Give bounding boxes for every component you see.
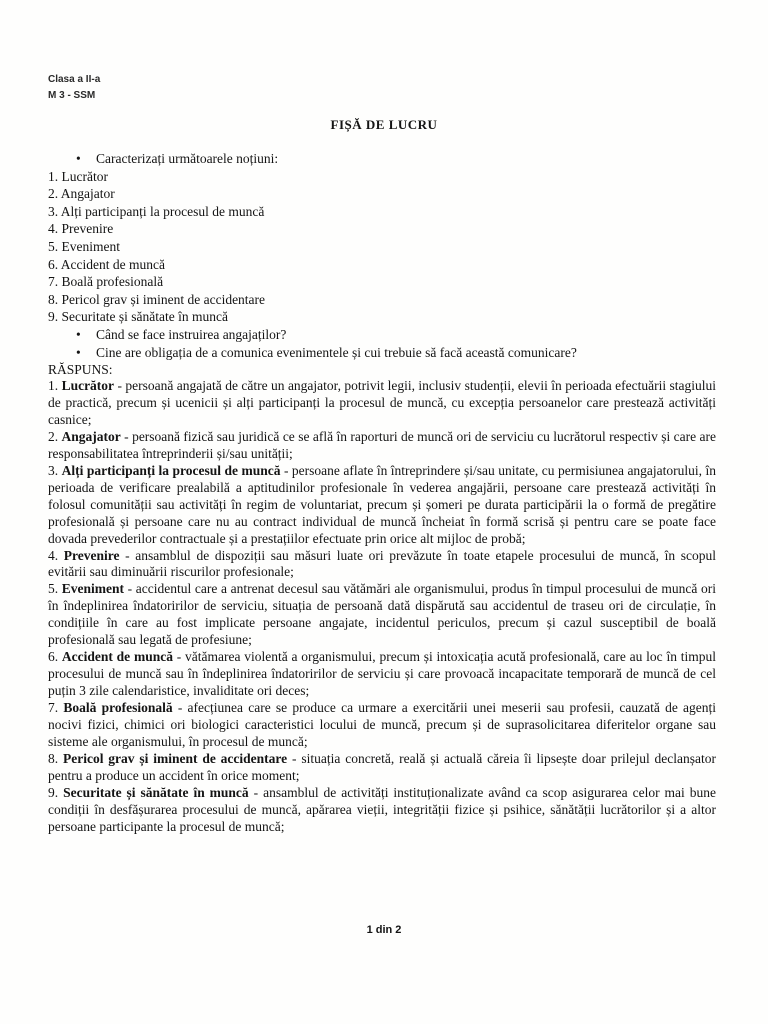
answer-number: 3. (48, 462, 59, 478)
answer-definition: - persoane aflate în întreprindere și/sau unitate, cu permisiunea angajatorului, în perioada de verificare prealabilă a aptitudinilor profesionale în vederea angajării, persoane care prestează activități în folosul comunității sau activități în regim de voluntariat, precum și șomeri pe durata participării la o formă de pregătire profesională și persoane care nu au contract individual de muncă încheiat în formă scrisă și pentru care se poate face dovada prevederilor contractuale și a prestațiilor efectuate prin orice alt mijloc de probă; (48, 462, 717, 546)
module-label: M 3 - SSM (48, 90, 96, 101)
answer-paragraph (48, 548, 716, 582)
notion-item: 8. Pericol grav și iminent de accidentare (48, 291, 266, 307)
class-label: Clasa a II-a (48, 74, 101, 85)
notion-item: 1. Lucrător (48, 168, 108, 184)
notion-item: 7. Boală profesională (48, 274, 164, 290)
questions-section (48, 150, 738, 379)
answers-heading: RĂSPUNS: (48, 362, 113, 378)
answer-number: 8. (48, 750, 59, 766)
answer-paragraph (48, 463, 716, 548)
answer-definition: - situația concretă, reală și actuală căreia îi lipsește doar prilejul declanșator pentru a produce un accident în orice moment; (48, 750, 717, 783)
answer-number: 9. (48, 784, 59, 800)
notion-item: 4. Prevenire (48, 221, 114, 237)
answer-paragraph (48, 751, 716, 785)
document-header (48, 72, 100, 104)
answer-definition: - persoană fizică sau juridică ce se află în raporturi de muncă ori de serviciu cu lucrătorul respectiv și care are responsabilitatea întreprinderii și/sau unității; (48, 428, 717, 461)
bullet-icon: • (76, 344, 81, 360)
answer-definition: - persoană angajată de către un angajator, potrivit legii, inclusiv studenții, elevii în perioada efectuării stagiului de practică, precum și ucenicii și alți participanți la procesul de muncă, cu excepția persoanelor care prestează activități casnice; (48, 378, 717, 427)
notion-item: 2. Angajator (48, 186, 115, 202)
answer-term: Lucrător (61, 378, 115, 393)
notion-item: 6. Accident de muncă (48, 256, 165, 272)
answer-definition: - vătămarea violentă a organismului, precum și intoxicația acută profesională, care au loc în timpul procesului de muncă sau în îndeplinirea îndatoririlor de serviciu și care provoacă incapacitate temporară de muncă de cel puțin 3 zile calendaristice, invaliditate ori deces; (48, 649, 716, 699)
answer-paragraph (48, 649, 716, 700)
notion-item: 9. Securitate și sănătate în muncă (48, 309, 228, 325)
answer-term: Eveniment (61, 581, 125, 597)
bullet-icon: • (76, 151, 81, 166)
question-item (48, 326, 738, 344)
answer-term: Pericol grav și iminent de accidentare (62, 750, 288, 766)
answer-paragraph (48, 581, 716, 649)
notion-item: 3. Alți participanți la procesul de muncă (48, 203, 265, 219)
answer-term: Boală profesională (63, 700, 173, 716)
intro-bullet-item (48, 150, 738, 168)
question-text: Când se face instruirea angajaților? (96, 326, 287, 342)
answer-term: Securitate și sănătate în muncă (63, 784, 249, 800)
answer-term: Alți participanți la procesul de muncă (61, 462, 281, 478)
answer-paragraph (48, 700, 716, 751)
answer-number: 2. (48, 428, 59, 444)
bullet-icon: • (76, 326, 81, 342)
answer-number: 4. (48, 547, 59, 563)
question-text: Cine are obligația de a comunica evenimentele și cui trebuie să facă această comunicare? (96, 344, 577, 360)
page-number: 1 din 2 (366, 924, 402, 936)
answer-definition: - accidentul care a antrenat decesul sau vătămări ale organismului, produs în timpul procesului de muncă ori în îndeplinirea îndatoririlor de serviciu, situația de persoană dată dispărută sau accidentul de traseu ori de circulație, în condițiile în care au fost implicate persoane angajate, incidentul periculos, precum și cazul susceptibil de boală profesională sau legată de profesiune; (48, 581, 717, 648)
answer-paragraph (48, 429, 716, 463)
answer-term: Prevenire (63, 547, 120, 563)
intro-bullet-text: Caracterizați următoarele noțiuni: (96, 151, 279, 166)
notion-item: 5. Eveniment (48, 238, 120, 254)
answer-definition: - afecțiunea care se produce ca urmare a exercitării unei meserii sau profesii, cauzată de agenți nocivi fizici, chimici ori biologici caracteristici locului de muncă, precum și de suprasolicitarea diferitelor organe sau sisteme ale organismului, în procesul de muncă; (48, 700, 717, 750)
answer-definition: - ansamblul de dispoziții sau măsuri luate ori prevăzute în toate etapele procesului de muncă, în scopul evitării sau diminuării riscurilor profesionale; (48, 547, 717, 580)
answer-number: 7. (48, 700, 59, 716)
answer-paragraph (48, 785, 716, 836)
answers-section (48, 378, 716, 836)
page-title: FIȘĂ DE LUCRU (330, 117, 438, 132)
answer-paragraph (48, 378, 716, 429)
answer-definition: - ansamblul de activități instituționalizate având ca scop asigurarea celor mai bune condiții în desfășurarea procesului de muncă, apărarea vieții, integrității fizice și psihice, sănătății lucrătorilor și a altor persoane participante la procesul de muncă; (48, 784, 717, 834)
answer-number: 5. (48, 581, 59, 597)
answer-number: 1. (48, 378, 59, 393)
answer-term: Angajator (61, 428, 121, 444)
question-item (48, 344, 738, 362)
answer-term: Accident de muncă (61, 649, 173, 665)
answer-number: 6. (48, 649, 59, 665)
